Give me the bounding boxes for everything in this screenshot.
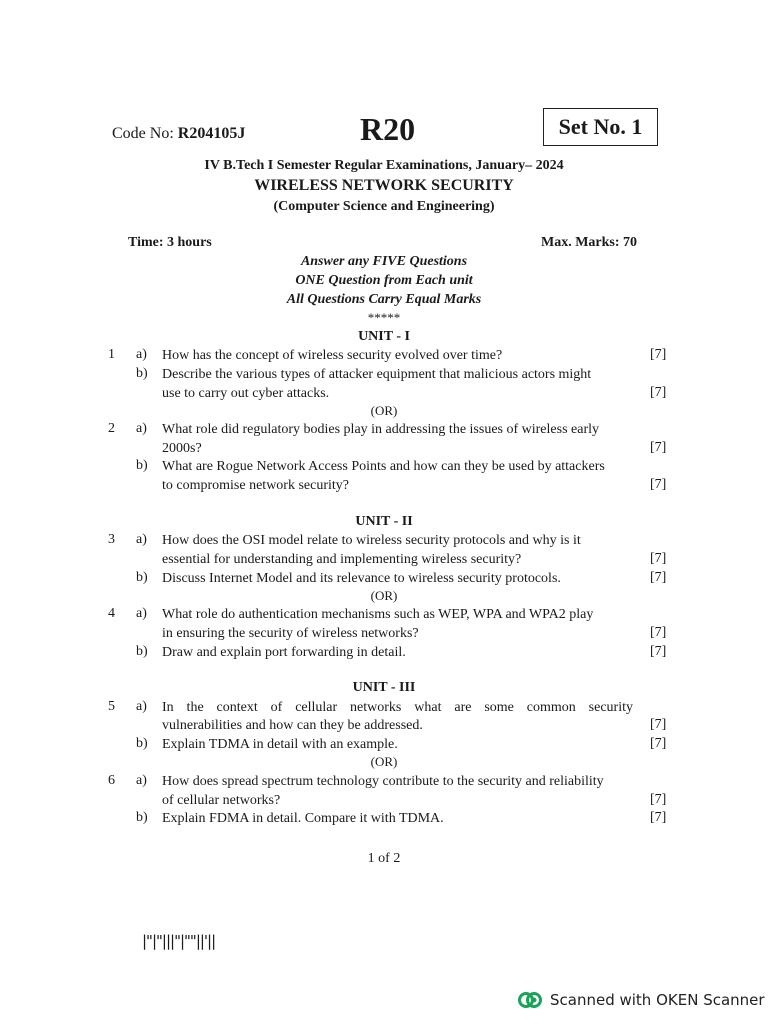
instruction-line: All Questions Carry Equal Marks (286, 292, 482, 307)
marks-label: [7] (650, 717, 667, 732)
question-number: 1 (108, 347, 115, 362)
unit-heading: UNIT - III (352, 680, 416, 695)
question-text: How has the concept of wireless security evolved over time? (162, 348, 503, 363)
time-label: Time: 3 hours (128, 235, 212, 250)
part-label: a) (136, 532, 147, 547)
part-label: b) (136, 644, 148, 659)
marks-label: [7] (650, 792, 667, 807)
code-value: R204105J (177, 125, 246, 142)
question-number: 4 (108, 606, 115, 621)
instruction-line: Answer any FIVE Questions (300, 254, 468, 269)
department: (Computer Science and Engineering) (273, 199, 495, 214)
regulation-label: R20 (360, 111, 416, 147)
part-label: a) (136, 347, 147, 362)
part-label: a) (136, 606, 147, 621)
oken-scanner-logo-icon (518, 989, 542, 1011)
scanner-text: Scanned with OKEN Scanner (550, 991, 765, 1009)
subject-title: WIRELESS NETWORK SECURITY (254, 177, 514, 194)
part-label: b) (136, 736, 148, 751)
question-number: 6 (108, 773, 115, 788)
question-text: How does the OSI model relate to wireless security protocols and why is it essential for understanding and implementing wireless security? (162, 533, 581, 567)
question-number: 5 (108, 699, 115, 714)
barcode-mark: |"|"|||"|""||'|| (142, 932, 216, 950)
marks-label: [7] (650, 644, 667, 659)
marks-label: [7] (650, 440, 667, 455)
question-text: What are Rogue Network Access Points and how can they be used by attackers to compromise network security? (162, 459, 605, 493)
scanner-watermark (518, 989, 765, 1011)
marks-label: [7] (650, 477, 667, 492)
question-text: In the context of cellular networks what are some common security (162, 700, 633, 715)
marks-label: [7] (650, 385, 667, 400)
question-text: How does spread spectrum technology contribute to the security and reliability of cellular networks? (162, 774, 604, 808)
part-label: b) (136, 458, 148, 473)
part-label: a) (136, 421, 147, 436)
page-number: 1 of 2 (367, 851, 401, 866)
marks-label: [7] (650, 551, 667, 566)
question-text: Describe the various types of attacker equipment that malicious actors might use to carry out cyber attacks. (162, 367, 592, 401)
separator-stars: ***** (367, 310, 401, 325)
question-text: vulnerabilities and how can they be addressed. (162, 718, 423, 733)
or-separator: (OR) (370, 403, 398, 418)
part-label: a) (136, 699, 147, 714)
question-number: 3 (108, 532, 115, 547)
exam-title: IV B.Tech I Semester Regular Examinations, January– 2024 (204, 158, 564, 173)
part-label: b) (136, 810, 148, 825)
question-text: What role do authentication mechanisms such as WEP, WPA and WPA2 play in ensuring the security of wireless networks? (162, 607, 594, 641)
marks-label: [7] (650, 810, 667, 825)
marks-label: [7] (650, 347, 667, 362)
instruction-line: ONE Question from Each unit (295, 273, 473, 288)
question-text: What role did regulatory bodies play in addressing the issues of wireless early 2000s? (162, 422, 599, 456)
part-label: b) (136, 570, 148, 585)
marks-label: [7] (650, 625, 667, 640)
code-number: Code No: R204105J (112, 125, 246, 142)
part-label: b) (136, 366, 148, 381)
marks-label: [7] (650, 570, 667, 585)
question-text: Explain FDMA in detail. Compare it with TDMA. (162, 811, 444, 826)
question-text: Discuss Internet Model and its relevance to wireless security protocols. (162, 571, 561, 586)
max-marks-label: Max. Marks: 70 (541, 235, 638, 250)
marks-label: [7] (650, 736, 667, 751)
unit-heading: UNIT - I (358, 329, 410, 344)
question-text: Explain TDMA in detail with an example. (162, 737, 398, 752)
set-number-box: Set No. 1 (543, 108, 658, 146)
part-label: a) (136, 773, 147, 788)
question-number: 2 (108, 421, 115, 436)
question-text: Draw and explain port forwarding in detail. (162, 645, 406, 660)
or-separator: (OR) (370, 588, 398, 603)
or-separator: (OR) (370, 754, 398, 769)
unit-heading: UNIT - II (355, 514, 413, 529)
